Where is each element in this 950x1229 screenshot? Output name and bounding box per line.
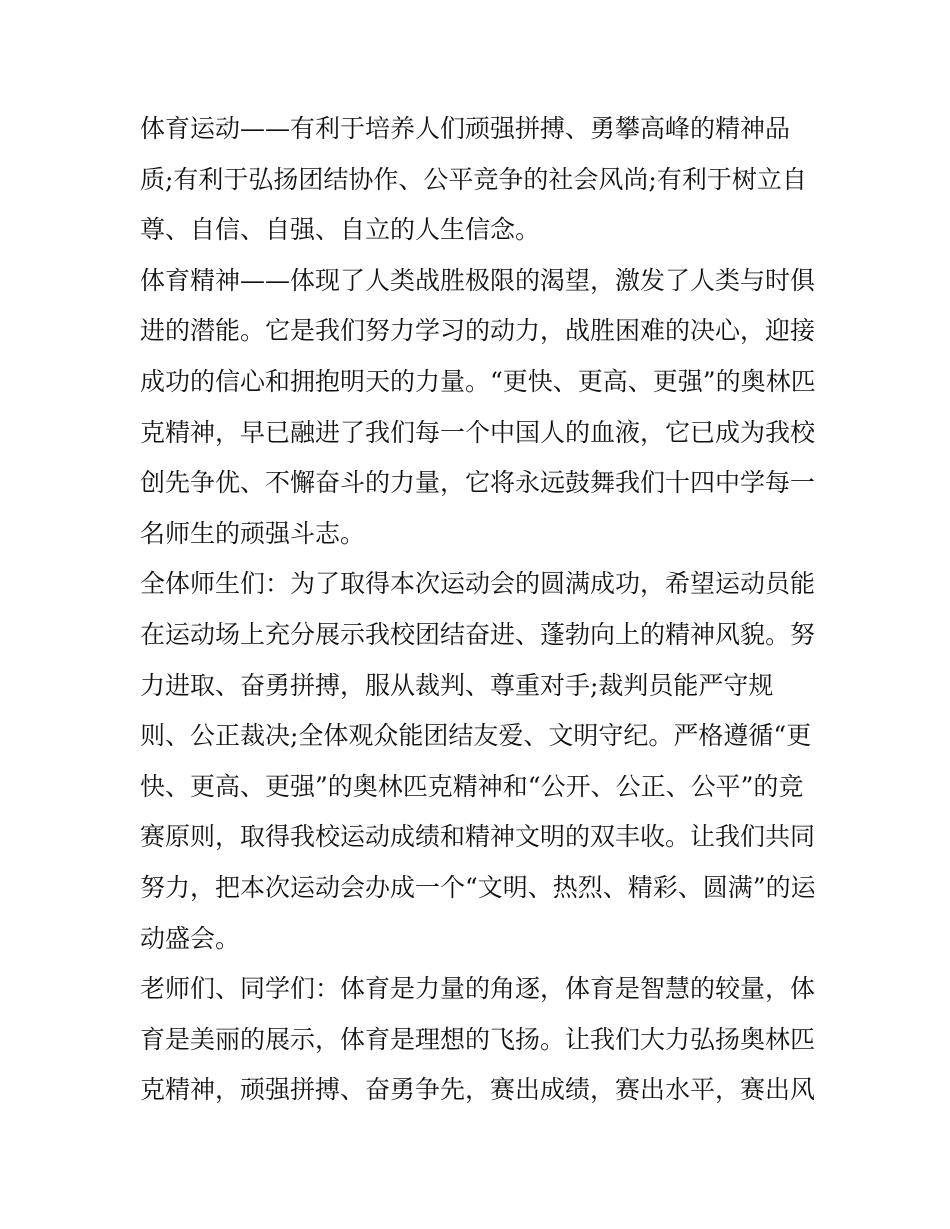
text-line: 成功的信心和拥抱明天的力量。“更快、更高、更强”的奥林匹 <box>140 366 816 396</box>
text-line: 动盛会。 <box>140 923 241 953</box>
text-line: 则、公正裁决;全体观众能团结友爱、文明守纪。严格遵循“更 <box>140 721 812 751</box>
document-body <box>140 104 820 1116</box>
text-line: 努力，把本次运动会办成一个“文明、热烈、精彩、圆满”的运 <box>140 872 816 902</box>
text-line: 老师们、同学们：体育是力量的角逐，体育是智慧的较量，体 <box>140 974 816 1004</box>
text-line: 质;有利于弘扬团结协作、公平竞争的社会风尚;有利于树立自 <box>140 164 807 194</box>
text-line: 赛原则，取得我校运动成绩和精神文明的双丰收。让我们共同 <box>140 822 816 852</box>
text-line: 克精神，早已融进了我们每一个中国人的血液，它已成为我校 <box>140 417 816 447</box>
text-line: 尊、自信、自强、自立的人生信念。 <box>140 215 541 245</box>
text-line: 创先争优、不懈奋斗的力量，它将永远鼓舞我们十四中学每一 <box>140 468 816 498</box>
text-line: 全体师生们：为了取得本次运动会的圆满成功，希望运动员能 <box>140 569 816 599</box>
text-line: 力进取、奋勇拼搏，服从裁判、尊重对手;裁判员能严守规 <box>140 670 774 700</box>
text-line: 克精神，顽强拼搏、奋勇争先，赛出成绩，赛出水平，赛出风 <box>140 1075 816 1105</box>
text-line: 进的潜能。它是我们努力学习的动力，战胜困难的决心，迎接 <box>140 316 816 346</box>
text-line: 名师生的顽强斗志。 <box>140 518 366 548</box>
text-line: 体育运动——有利于培养人们顽强拼搏、勇攀高峰的精神品 <box>140 114 791 143</box>
text-line: 体育精神——体现了人类战胜极限的渴望，激发了人类与时俱 <box>140 265 816 295</box>
text-line: 育是美丽的展示，体育是理想的飞扬。让我们大力弘扬奥林匹 <box>140 1024 816 1054</box>
text-line: 在运动场上充分展示我校团结奋进、蓬勃向上的精神风貌。努 <box>140 619 816 649</box>
text-line: 快、更高、更强”的奥林匹克精神和“公开、公正、公平”的竞 <box>140 771 804 801</box>
